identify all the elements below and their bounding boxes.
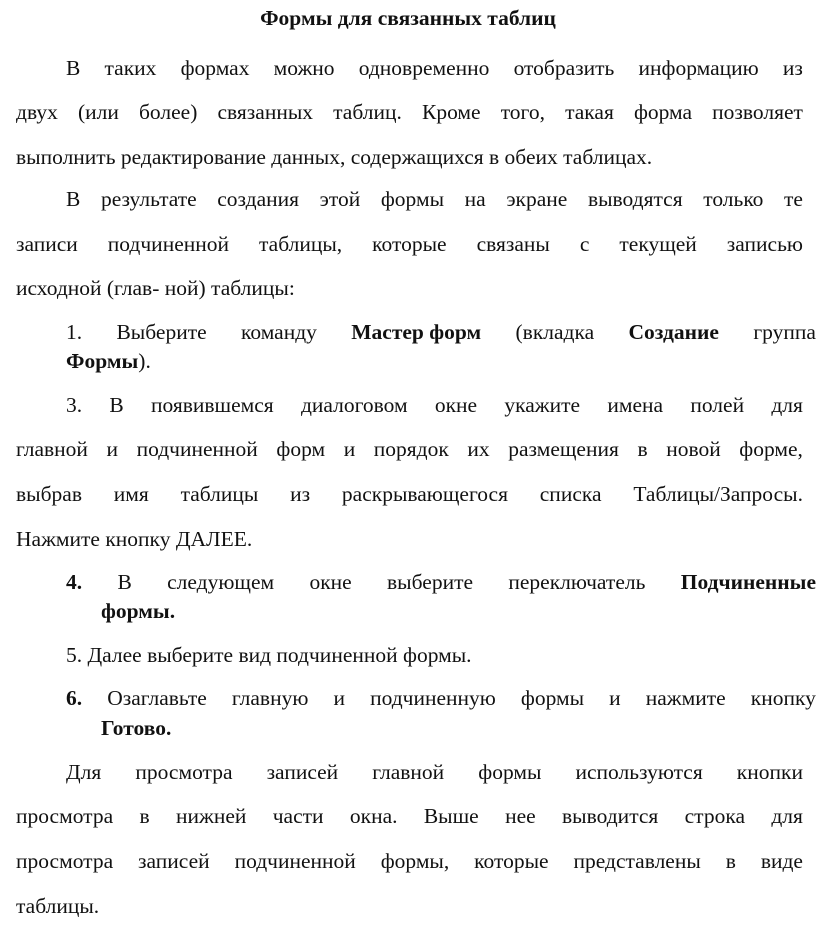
word: подчиненной [107,232,230,256]
word: следующем [167,570,275,594]
word: окна. [349,804,398,828]
list-item-3-line-3 [16,484,803,506]
word: более) [138,100,198,124]
word: на [464,187,486,211]
word: информацию [638,56,759,80]
word: из [782,56,803,80]
word: формы [478,760,542,784]
bold-term: Создание [628,320,719,344]
word: из [290,482,311,506]
paragraph-1-line-3: выполнить редактирование данных, содержащихся в обеих таблицах. [16,145,653,169]
word: порядок [373,437,449,461]
word: нажмите [645,686,726,710]
word: переключатель [508,570,646,594]
word: выберите [387,570,474,594]
word: связаны [476,232,550,256]
word: только [703,187,764,211]
list-item-4-line-2 [101,601,175,623]
word: размещения [508,437,619,461]
bold-term: Готово. [101,716,172,740]
word: которые [372,232,447,256]
word: полей [690,393,745,417]
word: В [109,393,124,417]
word: те [784,187,803,211]
word: и [106,437,119,461]
word: для [771,804,803,828]
list-number: 5. [66,643,83,667]
list-text: Далее выберите вид подчиненной формы. [87,643,472,667]
word: того, [500,100,545,124]
word: просмотра [16,849,114,873]
word: просмотра [135,760,233,784]
paragraph-1-line-2 [16,102,803,124]
paragraph-3-line-4: таблицы. [16,894,100,918]
word: формы [380,187,445,211]
list-item-6-line-2 [101,718,171,740]
word: в [725,849,736,873]
word: используются [575,760,703,784]
word: для [771,393,803,417]
word: новой [666,437,721,461]
word: Для [66,760,102,784]
list-item-4-line-1 [66,572,816,594]
list-number: 1. [66,320,83,344]
word: и [343,437,356,461]
list-number: 3. [66,393,83,417]
word: таблицы, [259,232,343,256]
word: главную [231,686,309,710]
word: можно [273,56,335,80]
word: В [66,56,81,80]
word: кнопку [750,686,816,710]
word: двух [16,100,58,124]
word: окне [434,393,478,417]
word: главной [16,437,88,461]
paragraph-3-line-3 [16,851,803,873]
word: главной [372,760,445,784]
word: представлены [573,849,701,873]
word: укажите [504,393,581,417]
word: выводится [562,804,659,828]
list-number: 6. [66,686,83,710]
word: в [139,804,150,828]
word: В [117,570,132,594]
bold-term: Формы [66,349,139,373]
word: этой [319,187,361,211]
word: Кроме [421,100,481,124]
word: в [637,437,648,461]
list-number: 4. [66,570,83,594]
word: Выше [423,804,479,828]
word: группа [753,320,816,344]
list-item-6-line-1 [66,688,816,710]
word: записей [266,760,339,784]
word: выводятся [587,187,683,211]
word: которые [474,849,549,873]
word: нее [505,804,536,828]
word: с [579,232,590,256]
word: создания [217,187,300,211]
word: (вкладка [515,320,595,344]
word: записью [726,232,803,256]
word: выбрав [16,482,82,506]
paragraph-1-line-1 [66,58,803,80]
word: подчиненной [234,849,356,873]
paragraph-3-line-2 [16,806,803,828]
list-item-3-line-1 [66,395,803,417]
word: и [333,686,345,710]
word: В [66,187,81,211]
word: такая [565,100,614,124]
list-item-3-line-4: Нажмите кнопку ДАЛЕЕ. [16,527,253,551]
word: кнопки [736,760,803,784]
word: записи [16,232,78,256]
word: просмотра [16,804,114,828]
word: окне [309,570,352,594]
list-item-1-line-2 [66,351,151,373]
word: подчиненной [136,437,258,461]
word: появившемся [151,393,274,417]
paragraph-2-line-1 [66,189,803,211]
word: подчиненную [370,686,496,710]
word: результате [100,187,197,211]
word: их [467,437,490,461]
word: записей [138,849,210,873]
word: диалоговом [300,393,408,417]
list-item-3-line-2 [16,439,803,461]
word: формы [520,686,585,710]
paragraph-2-line-3: исходной (глав- ной) таблицы: [16,276,295,300]
word: Выберите [116,320,207,344]
document-title: Формы для связанных таблиц [260,6,556,30]
word: имена [607,393,664,417]
word: имя [113,482,149,506]
word: списка [539,482,602,506]
word: (или [77,100,119,124]
word: форм [276,437,326,461]
word: части [272,804,324,828]
word: позволяет [712,100,803,124]
word: форме, [739,437,803,461]
word: виде [760,849,803,873]
paragraph-3-line-1 [66,762,803,784]
word: и [609,686,621,710]
word: Озаглавьте [107,686,207,710]
word: таблиц. [333,100,402,124]
word: таких [104,56,157,80]
word: формах [180,56,250,80]
word: экране [506,187,568,211]
list-item-1-line-1 [66,322,816,344]
list-item-5 [66,645,472,667]
paragraph-2-line-2 [16,234,803,256]
word: строка [684,804,746,828]
word: нижней [175,804,247,828]
word: отобразить [513,56,615,80]
word: формы, [380,849,450,873]
bold-term: Подчиненные [680,570,816,594]
word: Таблицы/Запросы. [633,482,803,506]
word: одновременно [358,56,490,80]
bold-term: Мастер форм [351,320,482,344]
word: связанных [217,100,314,124]
word: таблицы [180,482,259,506]
word: команду [241,320,317,344]
bold-term: формы. [101,599,176,623]
word: раскрывающегося [341,482,508,506]
word: форма [633,100,693,124]
word: текущей [619,232,697,256]
word: ). [138,349,151,373]
